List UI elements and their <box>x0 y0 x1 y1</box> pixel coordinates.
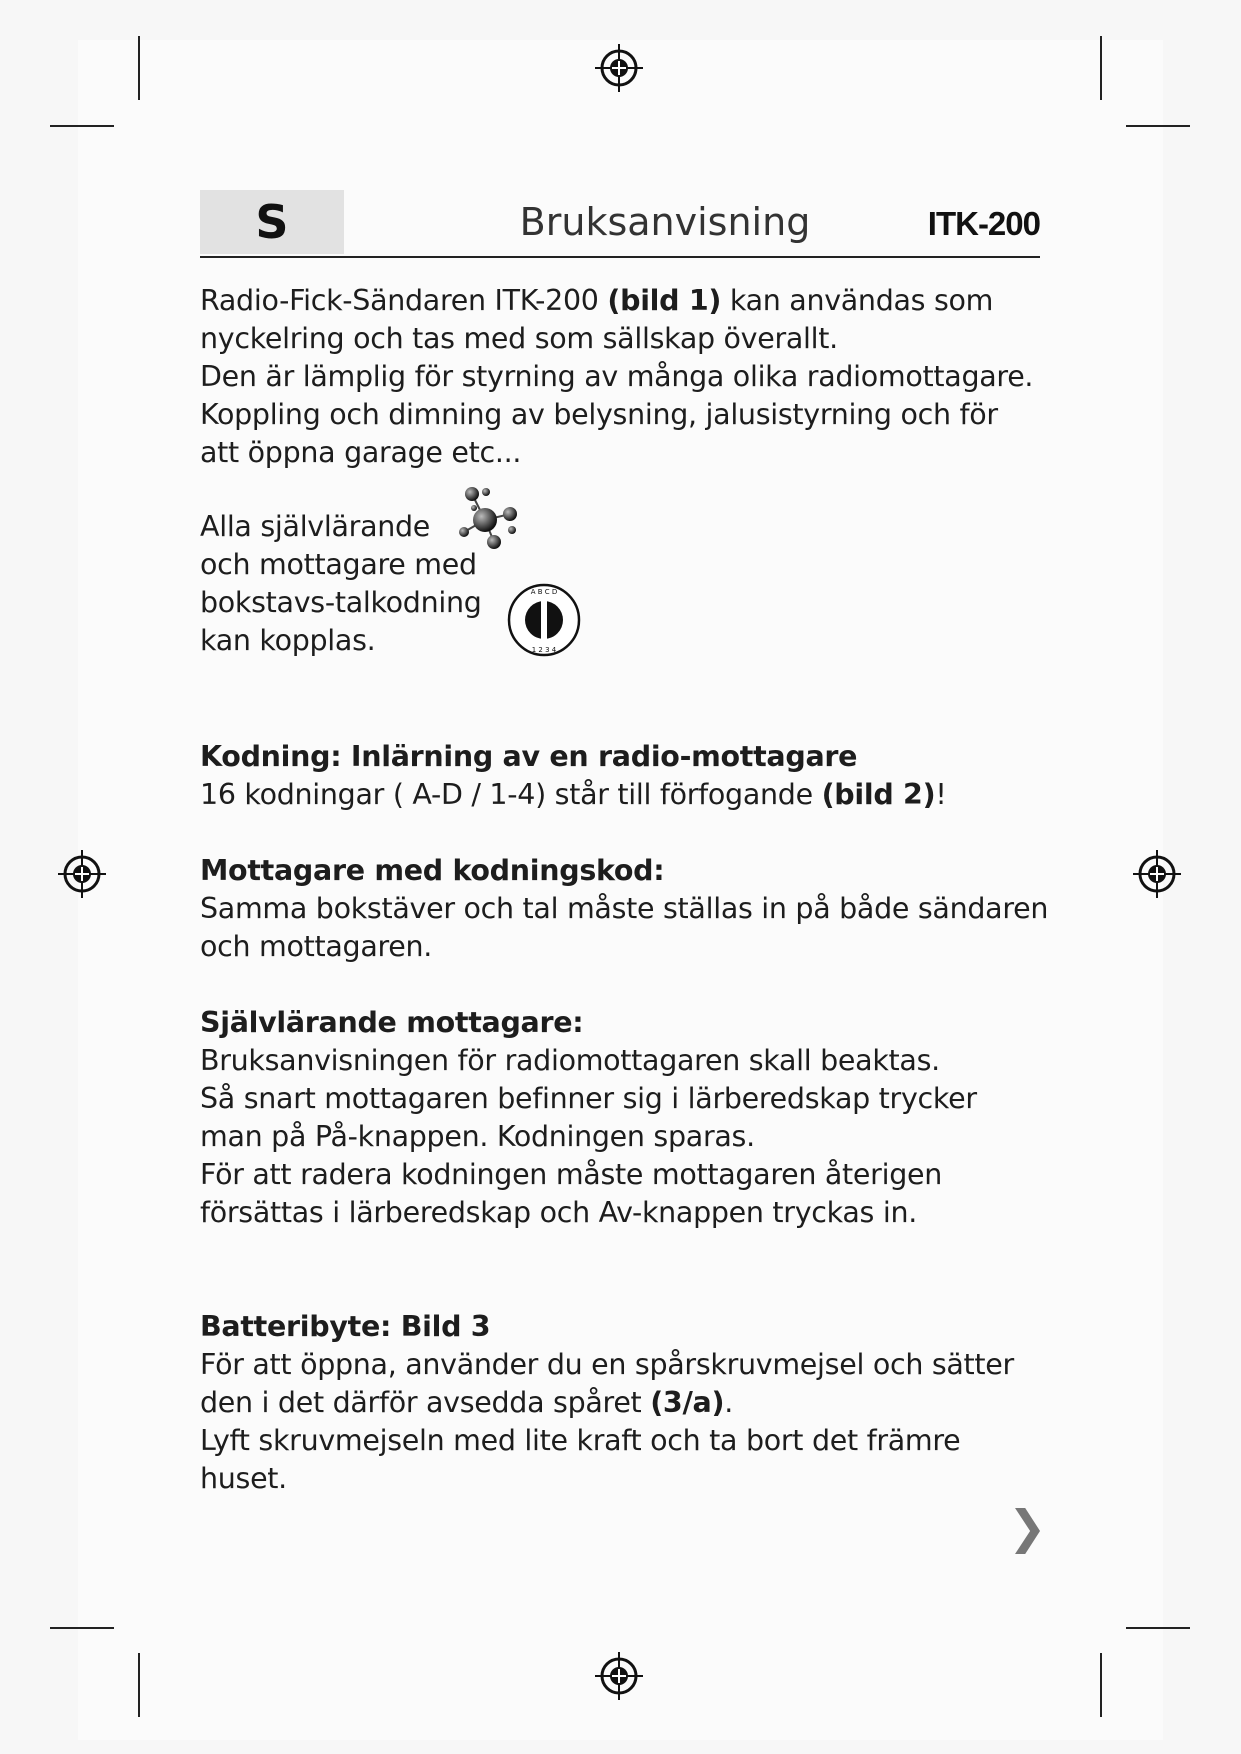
section-heading: Batteribyte: Bild 3 <box>200 1310 491 1343</box>
page-title: Bruksanvisning <box>519 200 811 244</box>
section-heading: Självlärande mottagare: <box>200 1006 584 1039</box>
section-line: huset. <box>200 1462 287 1495</box>
section-line: För att radera kodningen måste mottagaren återigen <box>200 1158 942 1191</box>
section-line: Bruksanvisningen för radiomottagaren skall beaktas. <box>200 1044 940 1077</box>
crop-mark <box>1126 125 1190 127</box>
battery-text: den i det därför avsedda spåret <box>200 1386 651 1419</box>
self-learning-icon <box>452 484 522 550</box>
crop-mark <box>138 36 140 100</box>
section-line: Så snart mottagaren befinner sig i lärberedskap trycker <box>200 1082 977 1115</box>
section-line: Lyft skruvmejseln med lite kraft och ta bort det främre <box>200 1424 961 1457</box>
page-header <box>200 190 1040 258</box>
registration-mark-icon <box>1131 848 1183 900</box>
crop-mark <box>138 1653 140 1717</box>
intro-text: Radio-Fick-Sändaren ITK-200 <box>200 284 608 317</box>
section-line <box>200 1384 1060 1422</box>
crop-mark <box>50 1627 114 1629</box>
intro-line: att öppna garage etc... <box>200 436 522 469</box>
compat-line: och mottagare med <box>200 548 477 581</box>
figure-reference: (3/a) <box>650 1386 725 1419</box>
registration-mark-icon <box>593 42 645 94</box>
model-number: ITK-200 <box>927 205 1040 242</box>
registration-mark-icon <box>593 1650 645 1702</box>
intro-paragraph <box>200 282 1060 472</box>
coding-section <box>200 738 1060 814</box>
crop-mark <box>50 125 114 127</box>
language-badge: S <box>200 190 344 254</box>
intro-line: Koppling och dimning av belysning, jalusistyrning och för <box>200 398 998 431</box>
battery-text: . <box>724 1386 733 1419</box>
compat-line: Alla självlärande <box>200 510 431 543</box>
section-heading: Mottagare med kodningskod: <box>200 854 665 887</box>
coding-dial-icon <box>506 582 582 658</box>
section-line: försättas i lärberedskap och Av-knappen tryckas in. <box>200 1196 917 1229</box>
intro-line: nyckelring och tas med som sällskap överallt. <box>200 322 838 355</box>
code-receivers-section <box>200 852 1060 966</box>
intro-text: kan användas som <box>721 284 994 317</box>
crop-mark <box>1126 1627 1190 1629</box>
self-learning-section <box>200 1004 1060 1232</box>
section-line: För att öppna, använder du en spårskruvmejsel och sätter <box>200 1348 1014 1381</box>
section-line: man på På-knappen. Kodningen sparas. <box>200 1120 755 1153</box>
crop-mark <box>1100 36 1102 100</box>
intro-line: Den är lämplig för styrning av många olika radiomottagare. <box>200 360 1034 393</box>
registration-mark-icon <box>56 848 108 900</box>
dial-letters: A B C D <box>530 588 558 596</box>
section-line: Samma bokstäver och tal måste ställas in på både sändaren <box>200 892 1049 925</box>
section-line <box>200 776 1060 814</box>
figure-reference: (bild 1) <box>607 284 722 317</box>
coding-text: ! <box>935 778 947 811</box>
next-page-arrow-icon[interactable]: ❯ <box>1008 1500 1047 1554</box>
battery-section <box>200 1308 1060 1498</box>
intro-line <box>200 282 1060 320</box>
figure-reference: (bild 2) <box>821 778 936 811</box>
coding-text: 16 kodningar ( A-D / 1-4) står till förfogande <box>200 778 822 811</box>
dial-numbers: 1 2 3 4 <box>531 646 557 654</box>
compat-line: bokstavs-talkodning <box>200 586 482 619</box>
section-line: och mottagaren. <box>200 930 433 963</box>
section-heading: Kodning: Inlärning av en radio-mottagare <box>200 740 858 773</box>
compat-line: kan kopplas. <box>200 624 376 657</box>
crop-mark <box>1100 1653 1102 1717</box>
